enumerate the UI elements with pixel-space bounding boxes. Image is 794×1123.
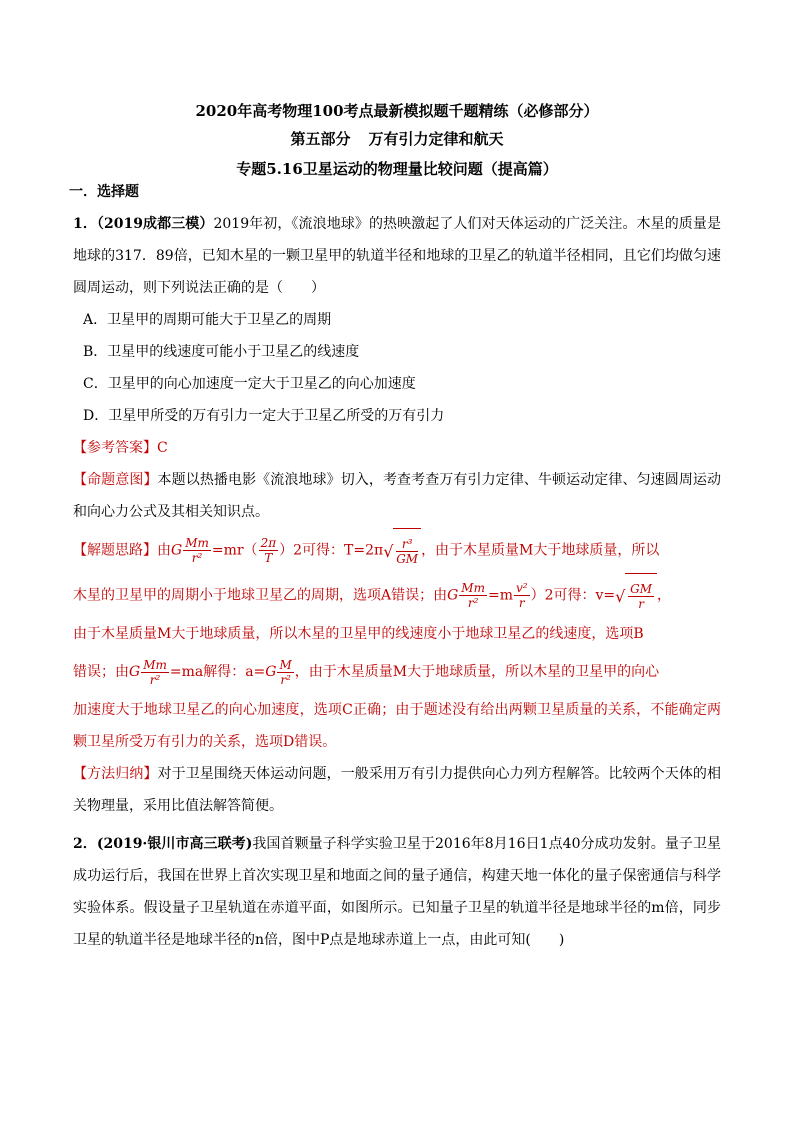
content: [69, 182, 722, 956]
fraction-r3-gm: [396, 537, 418, 566]
fraction-denominator: r²: [280, 672, 291, 687]
formula-g: G: [171, 542, 183, 559]
solution-text: =mr（: [211, 542, 258, 559]
fraction-2pi-t: [259, 536, 279, 565]
solution-text: ）: [279, 542, 294, 559]
intent-text: 本题以热播电影《流浪地球》切入，考查考查万有引力定律、牛顿运动定律、匀速圆周运动和向心力公式及其相关知识点。: [73, 472, 722, 520]
fraction-numerator: 2π: [260, 536, 277, 550]
fraction-denominator: r²: [149, 672, 161, 687]
question-1-stem: 2019年初，《流浪地球》的热映激起了人们对天体运动的广泛关注。木星的质量是地球的317．89倍，已知木星的一颗卫星甲的轨道半径和地球的卫星乙的轨道半径相同，且它们均做匀速圆周运动，则下列说法正确的是（ ）: [73, 216, 721, 296]
solution-text: ）: [530, 587, 545, 604]
fraction-numerator: √ GM: [630, 581, 652, 596]
fraction-numerator: √ r³: [396, 537, 418, 552]
option-a: A．卫星甲的周期可能大于卫星乙的周期: [83, 312, 332, 328]
solution-line-2: [73, 573, 721, 618]
fraction-numerator: M: [279, 657, 292, 672]
section-heading: 一．选择题: [69, 184, 139, 200]
document-title: 2020年高考物理100考点最新模拟题千题精练（必修部分）: [195, 102, 599, 120]
fraction-denominator: r: [638, 596, 644, 611]
solution-text: 2可得：T=2π: [293, 542, 384, 559]
method-label: 【方法归纳】: [73, 766, 158, 782]
method-text: 对于卫星围绕天体运动问题，一般采用万有引力提供向心力列方程解答。比较两个天体的相关物理量，采用比值法解答简便。: [73, 766, 722, 814]
solution-text: ，: [657, 587, 671, 604]
option-b: B．卫星甲的线速度可能小于卫星乙的线速度: [83, 344, 360, 360]
fraction-m-r2: [277, 658, 293, 687]
solution-line-1: [73, 528, 721, 573]
fraction-denominator: T: [264, 551, 273, 565]
solution-text: 由: [157, 542, 171, 559]
fraction-numerator: v²: [515, 581, 528, 595]
question-2: [73, 828, 721, 956]
intent-label: 【命题意图】: [73, 472, 158, 488]
solution-text: 2可得：v=: [544, 587, 616, 604]
fraction-denominator: GM: [396, 551, 419, 566]
question-2-stem: 我国首颗量子科学实验卫星于2016年8月16日1点40分成功发射。量子卫星成功运行后，我国在世界上首次实现卫星和地面之间的量子通信，构建天地一体化的量子保密通信与科学实验体系。假设量子卫星轨道在赤道平面，如图所示。已知量子卫星的轨道半径是地球半径的m倍，同步卫星的轨道半径是地球半径的n倍，图中P点是地球赤道上一点，由此可知( ): [73, 836, 721, 948]
part-title: 万有引力定律和航天: [368, 130, 504, 148]
question-2-source: 2．(2019·银川市高三联考): [73, 836, 253, 852]
fraction-denominator: r²: [467, 596, 479, 610]
fraction-denominator: r²: [191, 551, 203, 565]
answer-label: 【参考答案】: [73, 440, 157, 456]
formula-g: G: [447, 587, 459, 604]
fraction-mm-r2: [459, 581, 487, 610]
question-1: [73, 208, 721, 304]
part-heading: [0, 124, 794, 154]
fraction-numerator: Mm: [143, 657, 167, 672]
solution-line-4: [73, 650, 721, 694]
fraction-v2-r: [514, 581, 530, 610]
answer-line: [73, 432, 721, 464]
solution-line-5: 加速度大于地球卫星乙的向心加速度，选项C正确；由于题述没有给出两颗卫星质量的关系，不能确定两颗卫星所受万有引力的关系，选项D错误。: [73, 702, 721, 750]
fraction-numerator: Mm: [185, 536, 209, 550]
solution-text: =ma解得：a=: [169, 664, 266, 680]
fraction-mm-r2: [141, 658, 169, 687]
fraction-mm-r2: [183, 536, 211, 565]
solution-label: 【解题思路】: [73, 542, 157, 559]
solution-text: 错误；由: [73, 664, 129, 680]
solution-line-3: 由于木星质量M大于地球质量，所以木星的卫星甲的线速度小于地球卫星乙的线速度，选项B: [73, 626, 644, 642]
question-1-source: 1．（2019成都三模）: [73, 216, 214, 232]
fraction-denominator: r: [518, 596, 525, 610]
option-d: D．卫星甲所受的万有引力一定大于卫星乙所受的万有引力: [83, 408, 445, 424]
sqrt-period: [383, 528, 421, 573]
solution-text: ，由于木星质量M大于地球质量，所以木星的卫星甲的向心: [294, 664, 660, 680]
title-block: [0, 98, 794, 184]
solution-text: ，由于木星质量M大于地球质量，所以: [421, 542, 660, 559]
formula-g: G: [265, 664, 277, 680]
formula-g: G: [129, 664, 141, 680]
sqrt-velocity: [615, 573, 657, 618]
solution-text: =m: [487, 587, 513, 604]
part-label: 第五部分: [290, 130, 351, 148]
method-paragraph: [73, 758, 721, 822]
intent-paragraph: [73, 464, 721, 528]
answer-value: C: [157, 440, 168, 456]
topic-heading: 专题5.16卫星运动的物理量比较问题（提高篇）: [236, 160, 558, 178]
fraction-gm-r: [628, 582, 654, 611]
fraction-numerator: Mm: [461, 581, 485, 595]
solution-text: 木星的卫星甲的周期小于地球卫星乙的周期，选项A错误；由: [73, 587, 448, 604]
option-c: C．卫星甲的向心加速度一定大于卫星乙的向心加速度: [83, 376, 416, 392]
